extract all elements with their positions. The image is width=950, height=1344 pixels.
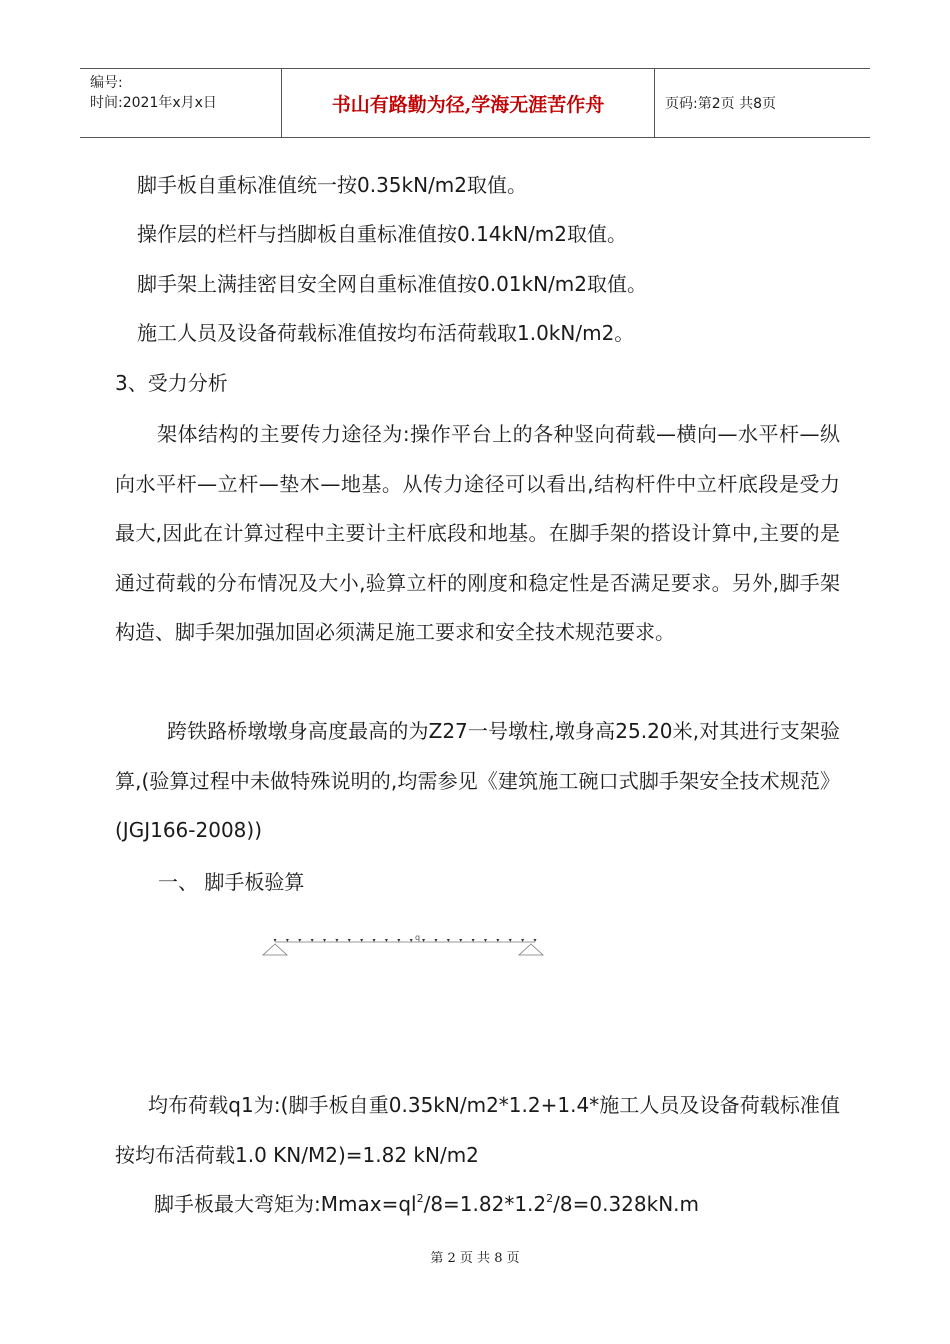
- paragraph-force-path: 架体结构的主要传力途径为:操作平台上的各种竖向荷载—横向—水平杆—纵向水平杆—立杆—垫木—地基。从传力途径可以看出,结构杆件中立杆底段是受力最大,因此在计算过程中主要计主杆底段和地基。在脚手架的搭设计算中,主要的是通过荷载的分布情况及大小,验算立杆的刚度和稳定性是否满足要求。另外,脚手架构造、脚手架加强加固必须满足施工要求和安全技术规范要求。: [115, 422, 840, 644]
- time-label: 时间:2021年x月x日: [90, 95, 217, 111]
- load-arrow-icon: [274, 939, 277, 942]
- paragraph-pier: 跨铁路桥墩墩身高度最高的为Z27一号墩柱,墩身高25.20米,对其进行支架验算,(验算过程中未做特殊说明的,均需参见《建筑施工碗口式脚手架安全技术规范》(JGJ166-2008)): [115, 719, 840, 842]
- body-line-4: 施工人员及设备荷载标准值按均布活荷载取1.0kN/m2。: [137, 321, 635, 345]
- subsection-heading-1: 一、 脚手板验算: [158, 870, 305, 894]
- load-arrow-icon: [360, 939, 363, 942]
- load-arrow-icon: [311, 939, 314, 942]
- load-arrow-icon: [534, 939, 537, 942]
- load-arrow-icon: [459, 939, 462, 942]
- load-arrow-icon: [484, 939, 487, 942]
- load-arrow-icon: [521, 939, 524, 942]
- load-arrow-icon: [472, 939, 475, 942]
- load-arrow-icon: [447, 939, 450, 942]
- load-arrow-icon: [298, 939, 301, 942]
- load-arrow-icon: [385, 939, 388, 942]
- page-header: [80, 68, 870, 138]
- left-support-icon: [263, 944, 287, 955]
- body-line-3: 脚手架上满挂密目安全网自重标准值按0.01kN/m2取值。: [137, 272, 648, 296]
- load-arrow-icon: [373, 939, 376, 942]
- load-arrow-icon: [410, 939, 413, 942]
- header-info: [80, 69, 282, 137]
- number-label: 编号:: [90, 75, 123, 91]
- section-heading-3: 3、受力分析: [115, 371, 228, 395]
- right-support-icon: [519, 944, 543, 955]
- moment-formula: 脚手板最大弯矩为$:Mmax=ql^2/8=1.82*1.2^2/8=0.328kN.m$: [154, 1192, 699, 1216]
- beam-load-diagram: [255, 928, 555, 968]
- load-arrow-icon: [509, 939, 512, 942]
- diagram-load-label: q: [415, 933, 421, 942]
- load-arrow-icon: [434, 939, 437, 942]
- paragraph-load: 均布荷载q1为:(脚手板自重0.35kN/m2*1.2+1.4*施工人员及设备荷载标准值按均布活荷载1.0 KN/M2)=1.82 kN/m2: [115, 1093, 840, 1167]
- header-motto: 书山有路勤为径,学海无涯苦作舟: [282, 69, 655, 137]
- header-page-info: 页码:第2页 共8页: [665, 96, 776, 112]
- body-line-2: 操作层的栏杆与挡脚板自重标准值按0.14kN/m2取值。: [137, 222, 628, 246]
- page-footer: 第 2 页 共 8 页: [430, 1251, 520, 1266]
- load-arrow-icon: [496, 939, 499, 942]
- load-arrow-icon: [348, 939, 351, 942]
- load-arrow-icon: [397, 939, 400, 942]
- body-line-1: 脚手板自重标准值统一按0.35kN/m2取值。: [137, 173, 528, 197]
- load-arrow-icon: [286, 939, 289, 942]
- load-arrow-icon: [335, 939, 338, 942]
- load-arrow-icon: [422, 939, 425, 942]
- load-arrow-icon: [323, 939, 326, 942]
